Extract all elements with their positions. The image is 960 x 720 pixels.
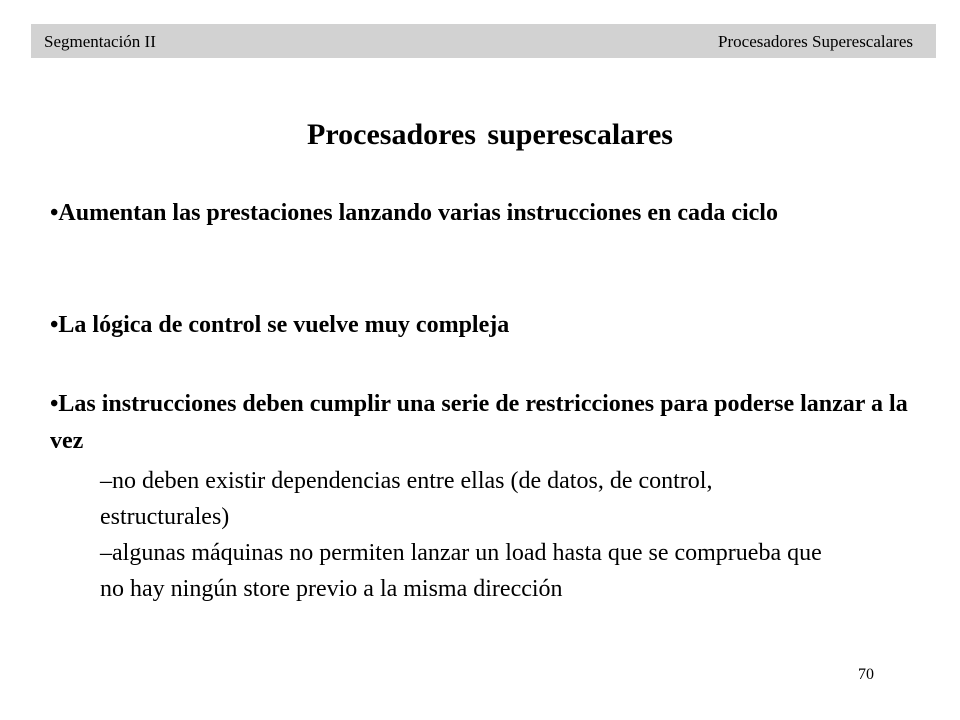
header-section-title: Segmentación II: [44, 32, 156, 51]
bullet-item: •Las instrucciones deben cumplir una serie de restricciones para poderse lanzar a la vez: [50, 391, 908, 454]
header-topic-title: Procesadores Superescalares: [718, 32, 913, 51]
slide-title: Procesadores superescalares: [307, 118, 673, 151]
page-number: 70: [858, 666, 874, 683]
sub-item: –no deben existir dependencias entre ellas (de datos, de control, estructurales): [100, 468, 713, 530]
header-bar: [31, 24, 936, 58]
bullet-item: •Aumentan las prestaciones lanzando varias instrucciones en cada ciclo: [50, 200, 778, 226]
bullet-item: •La lógica de control se vuelve muy compleja: [50, 312, 510, 338]
sub-item: –algunas máquinas no permiten lanzar un load hasta que se comprueba que no hay ningún store previo a la misma dirección: [100, 540, 822, 602]
